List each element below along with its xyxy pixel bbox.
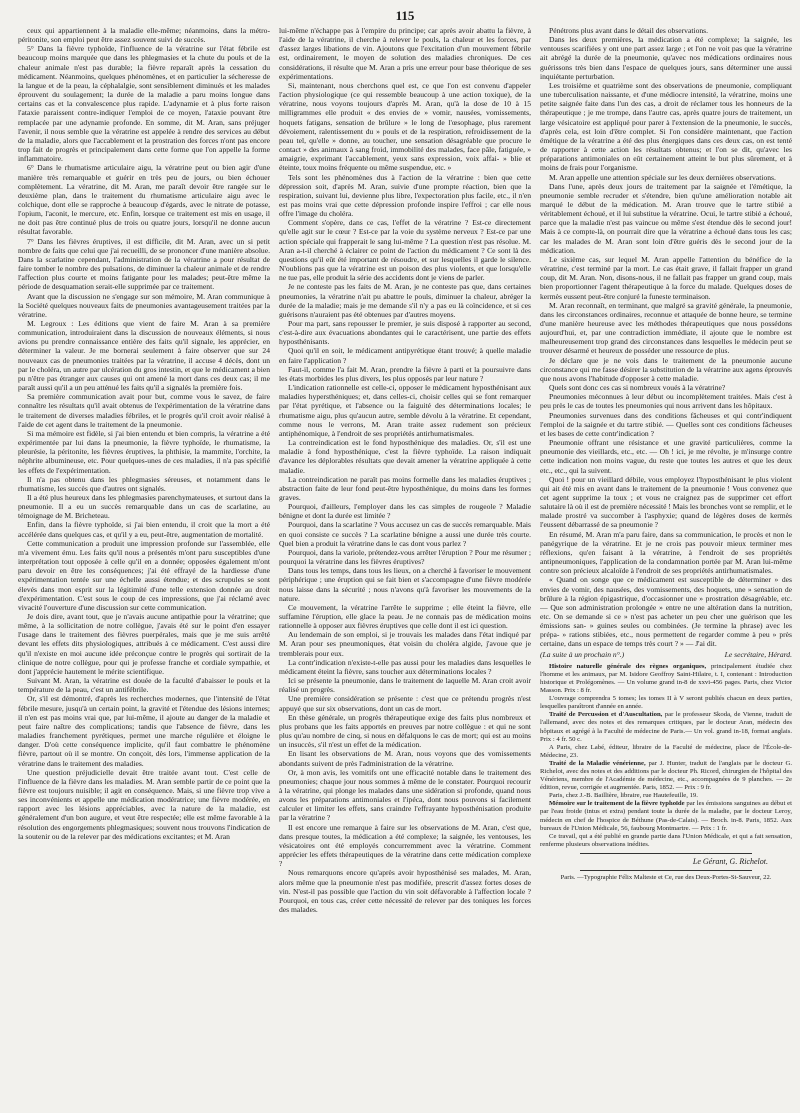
- paragraph: Pénétrons plus avant dans le détail des observations.: [549, 26, 709, 35]
- paragraph: M. Aran appelle une attention spéciale sur les deux dernières observations.: [549, 172, 776, 182]
- paragraph: Enfin, dans la fièvre typhoïde, si j'ai bien entendu, il croit que la mort a été accélérée dans quelques cas, et qu'il y a eu, peut-être, augmentation de mortalité.: [18, 520, 270, 539]
- book-notice: [540, 663, 792, 695]
- paragraph: Pourquoi, dans la scarlatine ? Vous accusez un cas de succès remarquable. Mais en quoi consiste ce succès ? La scarlatine bénigne a aussi une durée très courte. Quel bien a produit la vératrine dans le cas dont vous parlez ?: [279, 520, 531, 548]
- paragraph: Dans les deux premières, la médication a été complexe; la saignée, les ventouses scarifiées y ont une part assez large ; et l'on ne voit pas que la vératrine ait abrégé la durée de la pneumonie, qu'avec nos médications ordinaires nous guérissons très bien dans l'espace de quelques jours, sans déterminer une aussi inquiétante perturbation.: [540, 35, 792, 81]
- paragraph: Dans l'une, après deux jours de traitement par la saignée et l'émétique, la pneumonie semble recruder et s'étendre, bien qu'une amélioration notable ait marqué le début de la médication. M. Aran trouve que le tartre stibié a véritablement échoué, et il lui substitue la vératrine. Ocui, le tartre stibié a échoué, parce que la maladie n'est pas vaincue ou même s'est étendue dès le second jour! Mais à ce compte-là, on pourrait dire que la vératrine a échoué dans tous les cas; car les malades de M. Aran sont loin d'être guéris dès le second jour de la médication.: [540, 181, 792, 255]
- paragraph: L'indication rationnelle est celle-ci, opposer le médicament hyposthénisant aux maladies hypersthéniques; et, dans celles-ci, choisir celles qui se font remarquer par l'état pyrétique, et l'absence ou la faiguité des déterminations locales; le rhumatisme aigu, plus qu'aucun autre, semble dévolu à la vératrine. Et cependant, comme nous le verrons, M. Aran traite assez rudement son précieux antiphénomique, à l'endroit de ses propriétés antirhumatismales.: [279, 383, 531, 438]
- paragraph: Dans tous les temps, dans tous les lieux, on a cherché à favoriser le mouvement périphérique ; une éruption qui se fait bien et s'accompagne d'une fièvre modérée nous laisse dans la sécurité ; nous n'avons qu'à favoriser les mouvements de la nature.: [279, 566, 531, 603]
- continued-note: (La suite à un prochain n°.): [540, 649, 625, 659]
- book-address: A Paris, chez Labé, éditeur, libraire de la Faculté de médecine, place de l'École-de-Médecine, 23.: [540, 743, 792, 759]
- paragraph: Pourquoi, d'ailleurs, l'employer dans les cas simples de rougeole ? Maladie bénigne et dont la durée est limitée ?: [279, 502, 531, 521]
- paragraph: Je ne conteste pas les faits de M. Aran, je ne conteste pas que, dans certaines pneumonies, la vératrine n'ait pu abattre le pouls, diminuer la chaleur, abréger la durée de la maladie; mais je me demande s'il n'y a pas eu là coïncidence, et si ces guérisons n'auraient pas été obtenues par d'autres moyens.: [279, 282, 531, 319]
- gerant-text: Le Gérant, G. Richelot.: [692, 856, 768, 866]
- paragraph: Le sixième cas, sur lequel M. Aran appelle l'attention du bénéfice de la vératrine, c'est terminé par la mort. Le cas était grave, il fallait frapper un grand coup, dit M. Aran. Non, disons-nous, il ne fallait pas frapper un grand coup, mais bien proportionner l'agent thérapeutique à la force du malade. Quelques doses de kermès eussent peut-être conjuré la funeste terminaison.: [540, 254, 792, 301]
- paragraph: Il est encore une remarque à faire sur les observations de M. Aran, c'est que, dans presque toutes, la médication a été complexe; la saignée, les ventouses, les vésicatoires ont été employés concurremment avec la vératrine. Comment apprécier les effets thérapeutiques de la vératrine dans cette médication complexe ?: [279, 822, 531, 869]
- book-text: par les émissions sanguines au début et par l'eau froide (intus et extra) pendant toute la durée de la maladie, par le docteur Leroy, médecin en chef de l'hospice de Béthune (Pas-de-Calais). — Broch. in-8. Paris, 1852. Aux bureaux de l'Union Médicale, 56, faubourg Montmartre. — Prix : 1 fr.: [540, 800, 792, 832]
- right-column: [540, 26, 792, 1106]
- paragraph: Si, maintenant, nous cherchons quel est, ce que l'on est convenu d'appeler l'action physiologique (ce qui ressemble beaucoup à une action toxique), de la vératrine, nous voyons toujours d'après M. Aran, qu'à la dose de 10 à 15 milligrammes elle produit « des envies de » vomir, nausées, vomissements, hoquets fatigans, sensation de brûlure » le long de l'œsophage, plus rarement dévoiement, ralentissement du » pouls et de la respiration, refroidissement de la peau tel, qu'elle » donne, au toucher, une sensation désagréable que procure le contact » des animaux à sang froid, immobilité des malades, face pâle, fatiguée, » amaigrie, exprimant l'accablement, yeux sans expression, voix affai- » blie et éteinte, toux moins fréquente ou même suspendue, etc. »: [279, 80, 531, 173]
- paragraph: M. Aran reconnaît, en terminant, que malgré sa gravité générale, la pneumonie, dans les circonstances ordinaires, reconnue et attaquée de bonne heure, se termine d'une manière heureuse avec les méthodes thérapeutiques que nous possédons aujourd'hui, et, par une contradiction immédiate, il ajoute que le nombre est malheureusement trop grand des circonstances dans lesquelles le médecin peut se trouver désarmé et heureux de posséder une ressource de plus.: [540, 300, 792, 356]
- book-text: par le professeur Skoda, de Vienne, traduit de l'allemand, avec des notes et des remarques critiques, par le docteur Aran, médecin des hôpitaux et agrégé à la Faculté de médecine de Paris.— Un vol. grand in-18, format anglais. Prix : 4 fr. 50 c.: [540, 711, 792, 743]
- book-title: Traité de la Maladie vénérienne,: [549, 759, 646, 767]
- paragraph: La contr'indication n'existe-t-elle pas aussi pour les maladies dans lesquelles le médicament éteint la fièvre, sans toucher aux déterminations locales ?: [279, 657, 531, 676]
- paragraph: Si ma mémoire est fidèle, si j'ai bien entendu et bien compris, la vératrine a été expérimentée par lui dans la pneumonie, la fièvre typhoïde, le rhumatisme, la pleurésie, la péritonite, les fièvres éruptives, la phthisie, la mammite, l'orchite, la néphrite albumineuse, etc. Pour quelques-unes de ces maladies, il n'a pas spécifié les effets de l'expérimentation.: [18, 428, 270, 475]
- book-notice: [540, 800, 792, 832]
- paragraph: Pneumonies survenues dans des conditions fâcheuses et qui contr'indiquent l'emploi de la saignée et du tartre stibié. — Quelles sont ces conditions fâcheuses et les bases de cette contr'indication ?: [540, 410, 792, 438]
- paragraph: 6° Dans le rhumatisme articulaire aigu, la vératrine peut ou bien agir d'une manière très remarquable et guérir en très peu de jours, ou bien échouer complètement. La vératrine, dit M. Aran, me paraît devoir être rangée sur le deuxième plan, dans le traitement du rhumatisme articulaire aigu avec le colchique, dont elle se rapproche à beaucoup d'égards, avec le nitrate de potasse, l'opium, l'aconit, le mercure, etc. Enfin, lorsque ce traitement est mis en usage, il ne doit pas être continué plus de trois ou quatre jours, lorsqu'il ne donne aucun résultat favorable.: [18, 163, 270, 237]
- paragraph: Quoi ! pour un vieillard débile, vous employez l'hyposthénisant le plus violent qui ait été mis en avant dans le traitement de la pneumonie ! Vous convenez que cet agent supprime la toux ; et vous ne craignez pas de supprimer cet effort salutaire là où il est de première nécessité ! Mais les bronches vont se remplir, et le malade prostré va succomber à l'asphyxie; quand de légères doses de kermès l'eussent débarrassé de sa pneumonie ?: [540, 474, 792, 530]
- book-note: L'ouvrage comprendra 5 tomes; les tomes II à V seront publiés chacun en deux parties, lesquelles paraîtront d'année en année.: [540, 695, 792, 711]
- text-columns: [18, 26, 792, 1106]
- divider: [580, 870, 752, 871]
- paragraph: Comment s'opère, dans ce cas, l'effet de la vératrine ? Est-ce directement qu'elle agit sur le cœur ? Est-ce par la voie du système nerveux ? Est-ce par une action spéciale qui frapperait le sang lui-même ? La question n'est pas résolue. M. Aran a-t-il cherché à éclairer ce point de l'action du médicament ? Ce sont là des questions qu'il eût été important de résoudre, et sur lesquelles il garde le silence. N'oublions pas que la vératrine est un poison des plus violents, et que lorsqu'elle ne tue pas, elle produit la série des accidents dont je viens de parler.: [279, 218, 531, 283]
- secretary-signature: Le secrétaire, Hérard.: [724, 649, 792, 659]
- paragraph: Quels sont donc ces cas si nombreux voués à la vératrine?: [549, 383, 726, 393]
- book-title: Histoire naturelle générale des règnes organiques,: [549, 662, 707, 670]
- paragraph: Quoi qu'il en soit, le médicament antipyrétique étant trouvé; à quelle maladie en faire l'application ?: [279, 346, 531, 365]
- book-address: Paris, chez J.-B. Baillière, libraire, rue Hautefeuille, 19.: [549, 792, 698, 800]
- paragraph: Or, à mon avis, les vomitifs ont une efficacité notable dans le traitement des pneumonies; chaque jour nous sommes à même de le constater. Pourquoi recourir à la vératrine, qui plonge les malades dans une sidération si profonde, quand nous avons les préparations antimoniales et l'ipéca, dont nous pouvons si facilement calculer et limiter les effets, sans craindre l'effrayante hyposthénisation produite par la vératrine ?: [279, 767, 531, 823]
- paragraph: Pourquoi, dans la variole, prétendez-vous arrêter l'éruption ? Pour me résumer ; pourquoi la vératrine dans les fièvres éruptives?: [279, 547, 531, 567]
- paragraph: 7° Dans les fièvres éruptives, il est difficile, dit M. Aran, avec un si petit nombre de faits que celui que j'ai recueilli, de se prononcer d'une manière absolue. Dans la scarlatine cependant, l'administration de la vératrine a pour résultat de faire tomber le nombre des pulsations, de diminuer la chaleur animale et de rendre l'affection plus courte et moins fatigante pour les malades; peut-être même la période de desquamation serait-elle supprimée par ce traitement.: [18, 236, 270, 292]
- paragraph: Une question préjudicielle devait être traitée avant tout. C'est celle de l'influence de la fièvre dans les maladies. M. Aran semble partir de ce point que la fièvre est toujours nuisible; il agit en conséquence. Mais, si une fièvre trop vive a ses inconvénients et appelle une médication modératrice; une fièvre modérée, en rapport avec les lésions appréciables, avec la nature de la maladie, est généralement d'un bon augure, et veut être respectée; elle est même favorable à la résolution des engorgements phlegmasiques; souvent nous trouvons l'indication de la soutenir ou de la relever par des médications excitantes; et M. Aran: [18, 767, 270, 841]
- left-column: [18, 26, 270, 1106]
- paragraph: Ici se présente la pneumonie, dans le traitement de laquelle M. Aran croit avoir réalisé un progrès.: [279, 676, 531, 695]
- paragraph: La contreindication ne paraît pas moins formelle dans les maladies éruptives ; abstraction faite de leur fond peut-être hyposthénique, du moins dans les formes graves.: [279, 474, 531, 502]
- book-text: par J. Hunter, traduit de l'anglais par le docteur G. Richelot, avec des notes et des additions par le docteur Ph. Ricord, chirurgien de l'hôpital des Vénériens, membre de l'Académie de médecine, etc., accompagnées de 9 planches. — 2e édition, revue, corrigée et augmentée. Paris, 1852. — Prix : 9 fr.: [540, 759, 792, 792]
- printer-imprint: Paris. —Typographie Félix Malteste et Ce, rue des Deux-Portes-St-Sauveur, 22.: [560, 874, 772, 882]
- book-title: Traité de Percussion et d'Auscultation,: [549, 711, 663, 719]
- book-text: principalement étudiée chez l'homme et les animaux, par M. Isidore Geoffroy Saint-Hilaire, t. I, contenant : Introduction historique et Prolégomènes. — Un volume grand in-8 de xxvi-456 pages. Paris, chez Victor Masson. Prix : 8 fr.: [540, 662, 792, 695]
- book-notice: [540, 760, 792, 792]
- paragraph: Il n'a pas obtenu dans les phlegmasies séreuses, et notamment dans le rhumatisme, les succès que d'autres ont signalés.: [18, 474, 270, 493]
- paragraph: En lisant les observations de M. Aran, nous voyons que des vomissements abondants suivent de près l'administration de la vératrine.: [279, 749, 531, 768]
- paragraph: Tels sont les phénomènes dus à l'action de la vératrine : bien que cette dépression soit, d'après M. Aran, suivie d'une prompte réaction, bien que la respiration, suivant lui, devienne plus libre, l'expectoration plus facile, etc., il n'en est pas moins vrai que cette dépression profonde inspire l'effroi ; car elle nous offre l'image du choléra.: [279, 172, 531, 219]
- paragraph: En résumé, M. Aran m'a paru faire, dans sa communication, le procès et non le panégyrique de la vératrine. Et je ne crois pas pouvoir mieux terminer mes réflexions, qu'en faisant à la vératrine, à l'endroit de ses propriétés antipneumoniques, l'application de la condamnation portée par M. Aran lui-même contre son précieux alcaloïde à l'endroit de ses propriétés antirhumatismales.: [540, 529, 792, 576]
- gerant-signature: [540, 857, 792, 866]
- book-title: Mémoire sur le traitement de la fièvre typhoïde: [549, 800, 685, 808]
- paragraph: Au lendemain de son emploi, si je trouvais les malades dans l'état indiqué par M. Aran pour ses pneumoniques, état voisin du choléra algide, j'avoue que je tremblerais pour eux.: [279, 630, 531, 658]
- paragraph: Une première considération se présente : c'est que ce prétendu progrès n'est appuyé que sur six observations, dont un cas de mort.: [279, 694, 531, 713]
- paragraph: Or, s'il est démontré, d'après les recherches modernes, que l'intensité de l'état fébrile mesure, jusqu'à un certain point, la gravité et l'étendue des lésions internes; il n'en est pas moins vrai que, par lui-même, il ajoute au danger de la maladie et peut faire naître des complications; tandis que l'absence de fièvre, dans les maladies franchement pyrétiques, permet une marche régulière et éloigne le danger. D'où cette conséquence implicite, qu'il faut combattre le phénomène fièvre, partout où il se montre. On conçoit, dès lors, l'immense application de la vératrine dans le traitement des maladies.: [18, 694, 270, 768]
- page-number: 115: [395, 8, 415, 23]
- paragraph: Pneumonie offrant une résistance et une gravité particulières, comme la pneumonie des vieillards, etc., etc. — Oh ! ici, je me révolte, je m'insurge contre cette indication non moins vague, du reste que toutes les autres et que les deux etc., etc., qui la suivent.: [540, 438, 792, 475]
- paragraph: Sa première communication avait pour but, comme vous le savez, de faire connaître les résultats qu'il avait obtenus de l'expérimentation de la vératrine dans le traitement de diverses maladies fébriles, et le progrès qu'il croit avoir réalisé à l'aide de cet agent dans le traitement de la pneumonie.: [18, 392, 270, 429]
- paragraph: lui-même n'échappe pas à l'empire du principe; car après avoir abattu la fièvre, à l'aide de la vératrine, il cherche à relever le pouls, la chaleur et les forces, par d'assez larges libations de vin. Ajoutons que l'excitation d'un mouvement fébrile est, ordinairement, le moyen de solution des maladies chroniques. De ces considérations, il résulte que M. Aran a pris une erreur pour base théorique de ses expérimentations.: [279, 26, 531, 81]
- signature-row: [540, 650, 792, 659]
- paragraph: M. Legroux : Les éditions que vient de faire M. Aran à sa première communication, introduiraient dans la discussion de nouveaux éléments, si nous avions pu prendre connaissance entière des faits qu'il signale, les apprécier, en déterminer la valeur. Je me bornerai seulement à faire observer que sur 24 nouveaux cas de pneumonies traitées par la vératrine, il accuse 4 décès, dont un par le choléra, un autre par ulcération du gros intestin, et que le médicament a bien pu n'être pas étranger aux causes qui ont amené la mort dans ces deux cas; il me paraît aussi qu'il a un peu atténué les faits qu'il a signalés la première fois.: [18, 319, 270, 393]
- paragraph: Il a été plus heureux dans les phlegmasies parenchymateuses, et surtout dans la pneumonie. Il a eu un succès remarquable dans un cas de scarlatine, au témoignage de M. Bricheteau.: [18, 492, 270, 521]
- paragraph: 5° Dans la fièvre typhoïde, l'influence de la vératrine sur l'état fébrile est beaucoup moins marquée que dans les phlegmasies et la chute du pouls et de la chaleur animale n'est pas durable; la fièvre reparaît après la cessation du médicament. Néanmoins, quelques phénomènes, et en particulier la sécheresse de la langue et de la peau, la céphalalgie, sont sensiblement diminués et les malades éprouvent du soulagement; la durée de la maladie a paru moins longue dans certains cas et la convalescence plus rapide. L'adynamie et à plus forte raison l'ataxie paraissent contre-indiquer l'emploi de ce moyen, l'ataxie pouvant être remplacée par une adynamie profonde. En somme, dit M. Aran, sans préjuger l'avenir, il nous semble que la vératrine est appelée à rendre des services au début de la maladie, alors que l'accablement et la prostration des forces n'ont pas encore trop fait de progrès et principalement dans cette forme que l'on appelle la forme inflammatoire.: [18, 44, 270, 164]
- middle-column: [279, 26, 531, 1106]
- paragraph: « Quand on songe que ce médicament est susceptible de déterminer » des envies de vomir, des nausées, des vomissements, des hoquets, une » sensation de brûlure à la région épigastrique, d'occasionner une » prostration désagréable, etc. — Que son administration prolongée » entre ne une altération dans la nutrition, etc. On se demande si ce » n'est pas acheter un peu cher une guérison que les émissions san- » guines seules ou combinées. (Je termine la phrase) avec les prépa- » rations stibiées, etc., nous permettent de regarder comme à peu » près certaine, dans un espace de temps très court ? » — J'ai dit.: [540, 575, 792, 649]
- paragraph: Suivant M. Aran, la vératrine est douée de la faculté d'abaisser le pouls et la température de la peau, c'est un antifébrile.: [18, 676, 270, 695]
- paragraph: Pneumonies méconnues à leur début ou incomplètement traitées. Mais c'est à peu près le cas de toutes les pneumonies qui nous arrivent dans les hôpitaux.: [540, 392, 792, 411]
- book-note: Ce travail, qui a été publié en grande partie dans l'Union Médicale, et qui a fait sensation, renferme plusieurs observations inédites.: [540, 832, 792, 848]
- divider: [580, 853, 752, 854]
- paragraph: En thèse générale, un progrès thérapeutique exige des faits plus nombreux et plus probans que les faits apportés en preuves par notre collègue : et qui ne sont plus qu'au nombre de cinq, si nous en défalquons le cas de mort; qui est au moins un insuccès, s'il n'est un effet de la médication.: [279, 712, 531, 750]
- paragraph: La contreindication est le fond hyposthénique des maladies. Or, s'il est une maladie à fond hyposthénique, c'est la fièvre typhoïde. La raison indiquait d'avance les déplorables résultats que devait amener la vératrine appliquée à cette maladie.: [279, 438, 531, 475]
- paragraph: Les troisième et quatrième sont des observations de pneumonie, compliquant une tuberculisation naissante, et d'une médiocre intensité, la vératrine, moins une petite saignée faite dans l'un des cas, a droit de réclamer tous les honneurs de la thérapeutique ; je me trompe, dans l'autre cas, après quatre jours de traitement, un large vésicatoire est appliqué pour parer à l'extension de la pneumonie, le succès, d'après cela, est loin d'être complet. Si l'on considère maintenant, que l'action émétique de la vératrine a été des plus énergiques dans ces deux cas, on est tenté de rapporter à cette action les résultats obtenus; et l'on se dit, qu'avec les préparations antimoniales on eût certainement atteint le but plus sûrement, et à moins de frais pour l'organisme.: [540, 80, 792, 173]
- paragraph: Avant que la discussion ne s'engage sur son mémoire, M. Aran communique à la Société quelques nouveaux faits de pneumonies avantageusement traitées par la vératrine.: [18, 291, 270, 319]
- paragraph: Pour ma part, sans repousser le premier, je suis disposé à rapporter au second, c'est-à-dire aux évacuations abondantes qui le caractérisent, une partie des effets hyposthénisants.: [279, 319, 531, 347]
- paragraph: Cette communication a produit une impression profonde sur l'assemblée, elle m'a vivement ému. Les faits qu'il nous a présentés m'ont paru susceptibles d'une interprétation tout opposée à celle qu'il en a donnée; opposées également m'ont paru devoir en être les conséquences; j'ai été effrayé de la hardiesse d'une expérimentation tentée sur une échelle aussi étendue; et des scrupules se sont élevés dans mon esprit sur la légitimité d'une telle extension donnée au droit d'expérimentation. C'est sous le coup de ces impressions, que j'ai réclamé avec vivacité l'ouverture d'une discussion sur cette communication.: [18, 538, 270, 612]
- paragraph: Faut-il, comme l'a fait M. Aran, prendre la fièvre à parti et la poursuivre dans les états morbides les plus divers, les plus opposés par leur nature ?: [279, 364, 531, 383]
- paragraph: Je déclare que je ne vois dans le traitement de la pneumonie aucune circonstance qui me fasse désirer la substitution de la vératrine aux agens éprouvés que nous avons l'habitude d'opposer à cette maladie.: [540, 355, 792, 383]
- paragraph: ceux qui appartiennent à la maladie elle-même; néanmoins, dans la métro-péritonite, son emploi peut être assez souvent suivi de succès.: [18, 26, 270, 45]
- paragraph: Ce mouvement, la vératrine l'arrête le supprime ; elle éteint la fièvre, elle suffamine l'éruption, elle glace la peau. Je ne connais pas de médication moins rationnelle à opposer aux fièvres éruptives que celle dont il est ici question.: [279, 602, 531, 631]
- paragraph: Nous remarquons encore qu'après avoir hyposthénisé ses malades, M. Aran, alors même que la pneumonie n'est pas modifiée, prescrit d'assez fortes doses de vin. N'est-il pas possible que l'action du vin soit défavorable à l'affection locale ? Pourquoi, en tous cas, créer cette nécessité de relever par des toniques les forces des malades.: [279, 868, 531, 914]
- book-notice: [540, 711, 792, 743]
- paragraph: Je dois dire, avant tout, que je n'avais aucune antipathie pour la vératrine; que même, à la sollicitation de notre collègue, j'avais été sur le point d'en essayer l'usage dans le traitement des fièvres puerpérales, mais que je me suis arrêté devant les effets dits physiologiques, attribués à ce médicament. C'est aussi dire qu'il n'existe en moi aucune idée préconçue contre le progrès qui sortirait de la clinique de notre collègue, pour qui je professe franche et cordiale sympathie, et dont j'apprécie hautement le mérite scientifique.: [18, 612, 270, 676]
